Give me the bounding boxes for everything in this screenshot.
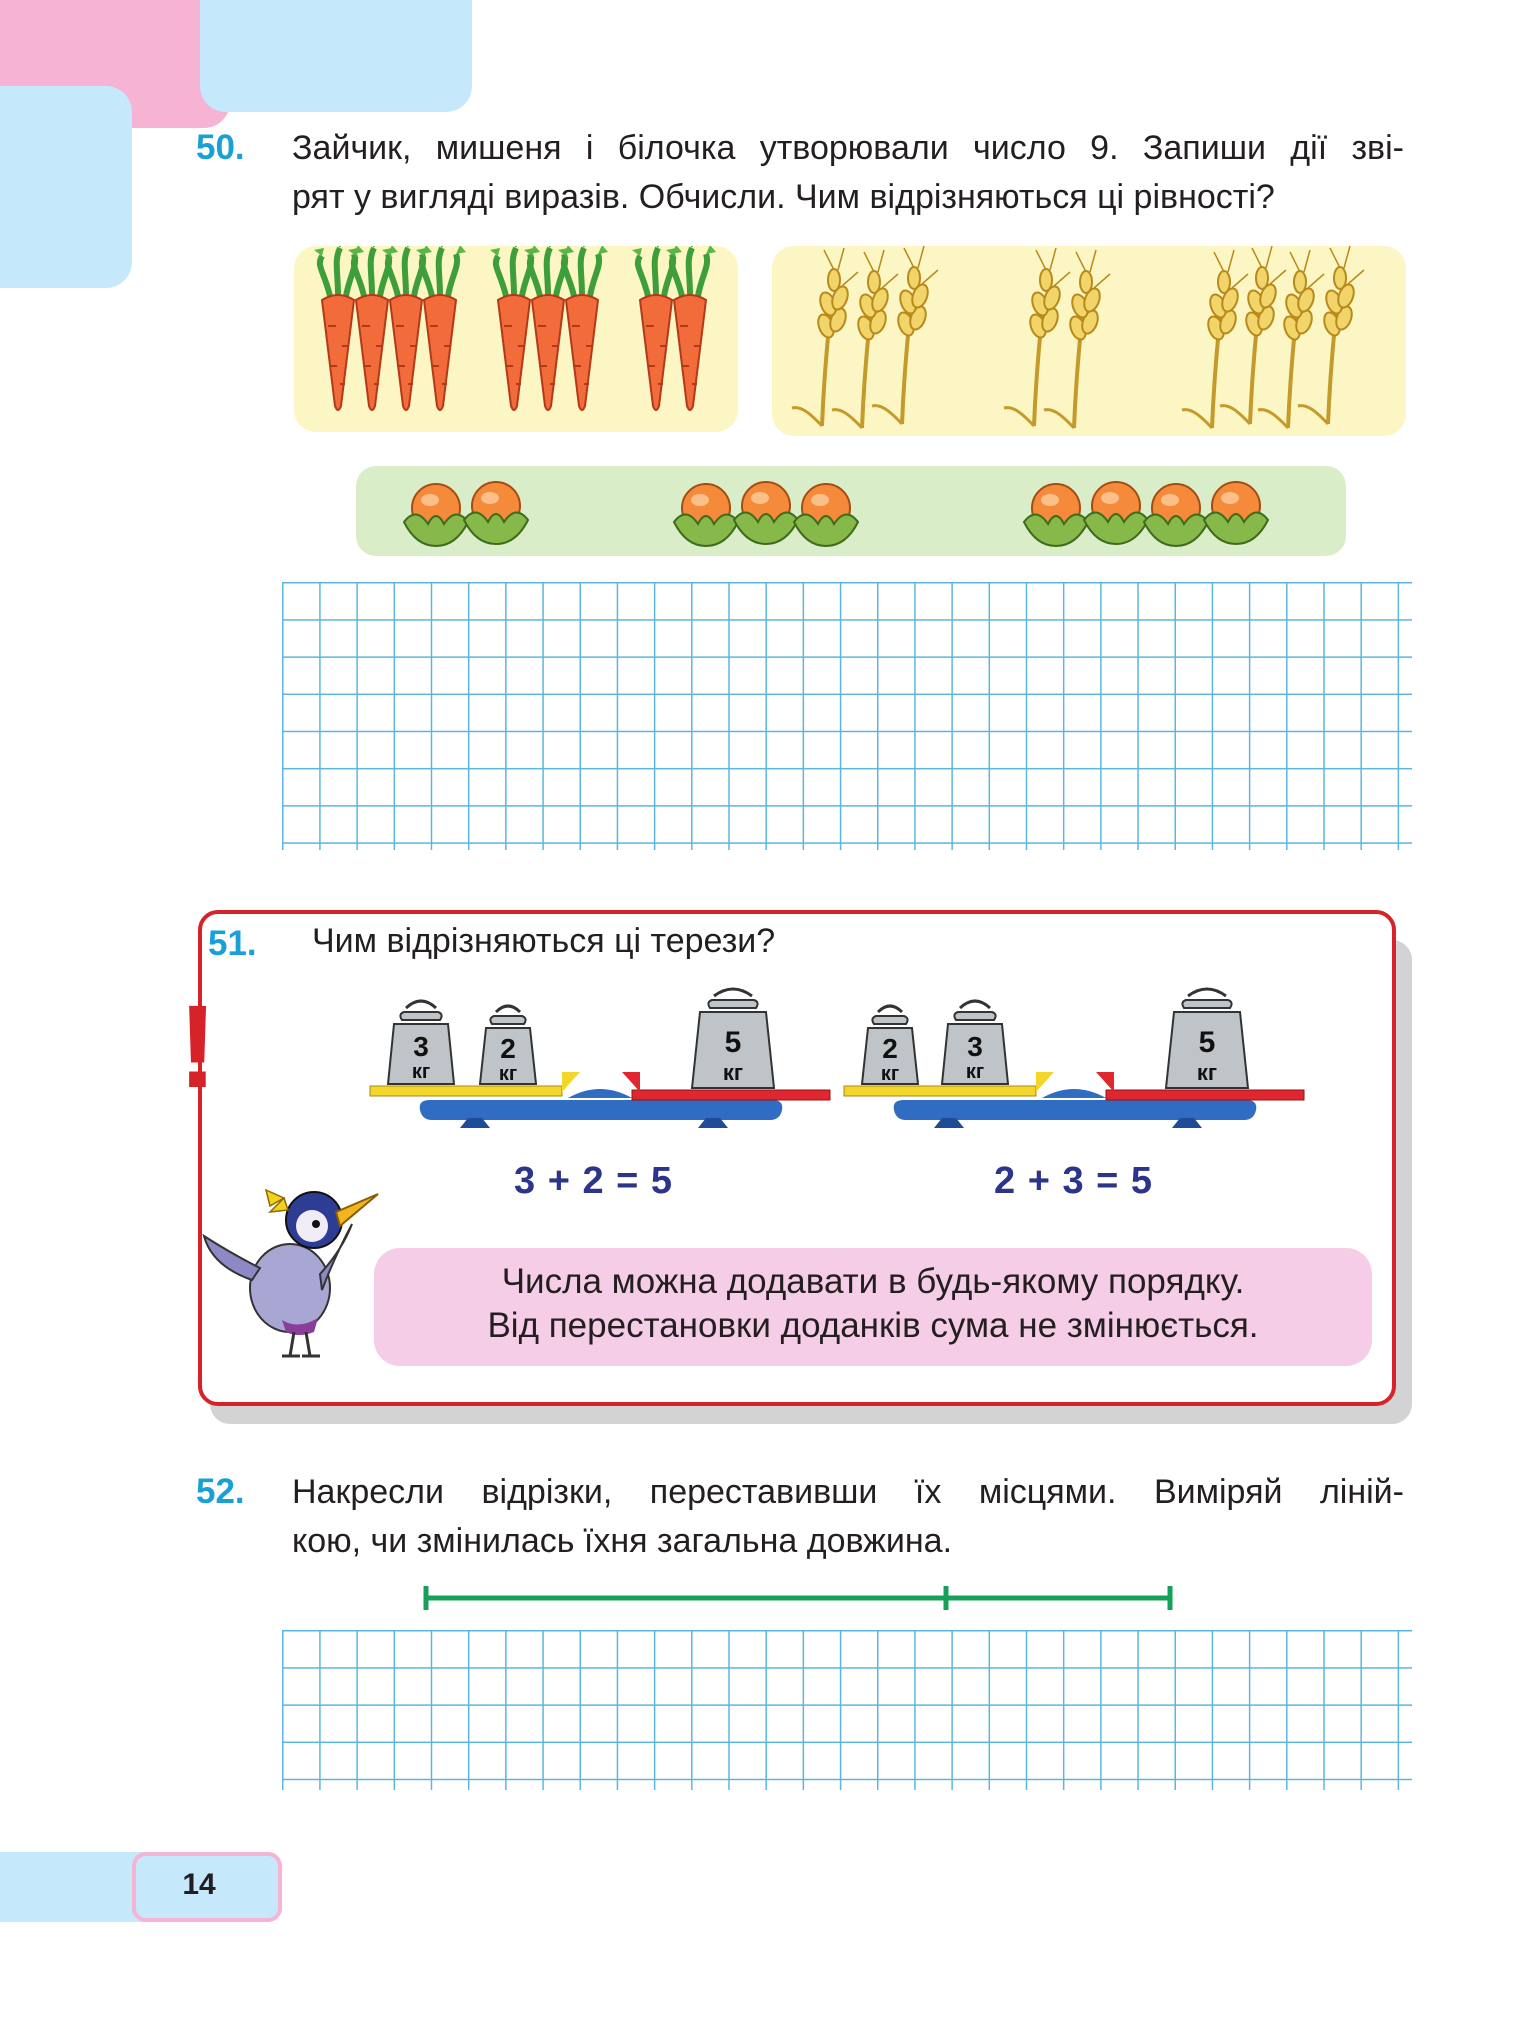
segments-drawing [418,1578,1178,1618]
task-52-line-1: Накресли відрізки, переставивши їх місцями. Виміряй ліній- [292,1473,1404,1511]
weight-5kg [1166,989,1248,1088]
equation-1: 3 + 2 = 5 [514,1160,674,1202]
task-52-text [292,1468,1404,1566]
task-52-number: 52. [196,1472,245,1511]
scale-2 [842,986,1308,1142]
task-52-line-2: кою, чи змінилась їхня загальна довжина. [292,1522,953,1560]
weight-unit: кг [722,1060,744,1085]
page-number: 14 [182,1868,216,1901]
corner-decoration-blue-top [200,0,472,112]
hazelnuts-picture [356,466,1346,556]
task-52-answer-grid[interactable] [282,1630,1412,1790]
rule-line-1: Числа можна додавати в будь-якому порядку. [501,1262,1245,1301]
task-51-question: Чим відрізняються ці терези? [312,922,776,960]
weight-unit: кг [411,1061,431,1083]
hazelnuts-illustration [356,466,1346,556]
task-50-answer-grid[interactable] [282,582,1412,850]
task-50-number: 50. [196,128,245,167]
weight-3kg-value: 3 [967,1031,983,1062]
weight-unit: кг [965,1061,985,1083]
weight-2kg-value: 2 [500,1033,516,1064]
weight-2kg-value: 2 [882,1033,898,1064]
rule-statement [374,1248,1372,1366]
weight-2kg [480,1006,536,1085]
task-50-line-1: Зайчик, мишеня і білочка утворювали число 9. Запиши дії зві- [292,129,1404,167]
wheat-illustration [772,246,1406,436]
task-50-line-2: рят у вигляді виразів. Обчисли. Чим відрізняються ці рівності? [292,178,1275,216]
corner-decoration-blue-left [0,86,132,288]
weight-5kg-value: 5 [724,1026,742,1059]
weight-5kg-value: 5 [1198,1026,1216,1059]
wheat-picture [772,246,1406,436]
equation-2: 2 + 3 = 5 [994,1160,1154,1202]
weight-5kg [692,989,774,1088]
task-50-text [292,124,1404,222]
weight-2kg [862,1006,918,1085]
weight-unit: кг [498,1063,518,1085]
weight-unit: кг [880,1063,900,1085]
exclamation-mark: ! [178,981,218,1113]
bird-character [202,1180,382,1360]
carrots-picture [294,246,738,432]
scale-1 [368,986,834,1142]
rule-line-2: Від перестановки доданків сума не змінюється. [487,1306,1259,1345]
weight-3kg-value: 3 [413,1031,429,1062]
weight-3kg [388,1001,454,1084]
carrots-illustration [294,246,738,432]
weight-3kg [942,1001,1008,1084]
task-51-number: 51. [208,924,257,963]
weight-unit: кг [1196,1060,1218,1085]
